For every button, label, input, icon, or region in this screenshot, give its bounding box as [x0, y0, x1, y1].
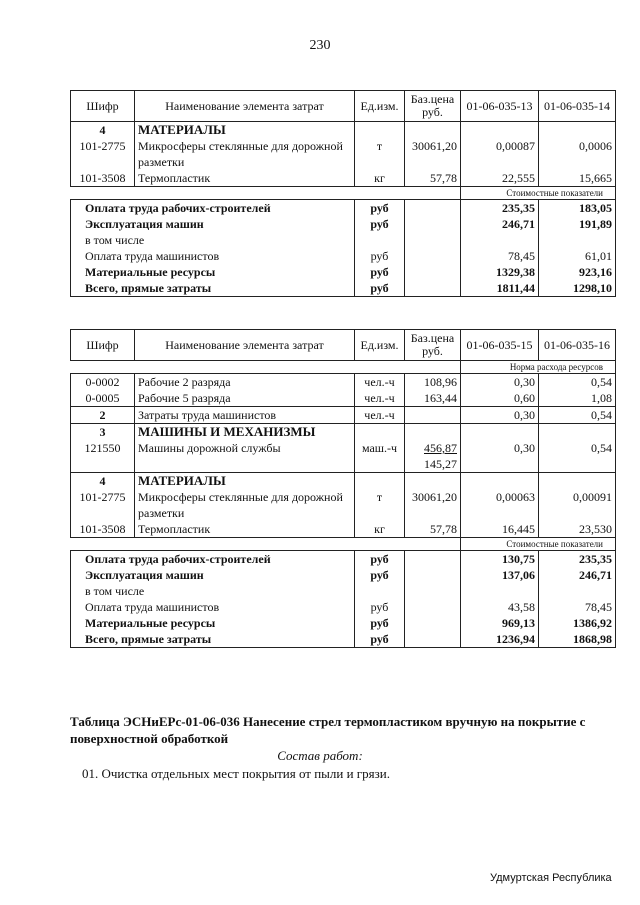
table-row: [71, 138, 616, 170]
row-unit: кг: [355, 170, 405, 187]
header-price: Баз.цена руб.: [405, 91, 461, 122]
table-row: [71, 473, 616, 490]
table-row: [71, 374, 616, 391]
row-unit: чел.-ч: [355, 390, 405, 407]
row-value-a: 0,00063: [461, 489, 539, 521]
row-value-b: 0,54: [539, 374, 616, 391]
table-row: [71, 440, 616, 473]
cost-row: [71, 567, 616, 583]
row-price: 30061,20: [405, 489, 461, 521]
section-code: 3: [71, 424, 135, 441]
cost-name: Оплата труда рабочих-строителей: [71, 200, 355, 217]
row-price: 57,78: [405, 521, 461, 538]
cost-unit: руб: [355, 200, 405, 217]
row-unit: чел.-ч: [355, 374, 405, 391]
row-unit: кг: [355, 521, 405, 538]
section-title: МАТЕРИАЛЫ: [135, 122, 355, 139]
cost-value-b: 191,89: [539, 216, 616, 232]
table-row: [71, 407, 616, 424]
cost-name: Эксплуатация машин: [71, 567, 355, 583]
cost-value-a: 246,71: [461, 216, 539, 232]
cost-unit: руб: [355, 551, 405, 568]
cost-value-b: 923,16: [539, 264, 616, 280]
cost-unit: руб: [355, 280, 405, 297]
row-value-b: 0,54: [539, 440, 616, 473]
cost-value-b: 235,35: [539, 551, 616, 568]
row-code: 101-3508: [71, 521, 135, 538]
cost-value-b: 1298,10: [539, 280, 616, 297]
row-value-b: 0,00091: [539, 489, 616, 521]
row-name: Микросферы стеклянные для дорожной разметки: [135, 489, 355, 521]
row-name: Рабочие 5 разряда: [135, 390, 355, 407]
row-unit: маш.-ч: [355, 440, 405, 473]
row-value-a: 0,30: [461, 440, 539, 473]
cost-name: Оплата труда рабочих-строителей: [71, 551, 355, 568]
row-code: 101-3508: [71, 170, 135, 187]
cost-value-b: 246,71: [539, 567, 616, 583]
header-price: Баз.цена руб.: [405, 330, 461, 361]
row-value-a: 16,445: [461, 521, 539, 538]
header-col-b: 01-06-035-14: [539, 91, 616, 122]
row-value-a: 0,30: [461, 407, 539, 424]
cost-name: в том числе: [71, 583, 355, 599]
cost-value-b: 183,05: [539, 200, 616, 217]
table-row: [71, 521, 616, 538]
section-code: 4: [71, 473, 135, 490]
row-price-secondary: 145,27: [424, 457, 457, 471]
row-value-a: 0,30: [461, 374, 539, 391]
cost-name: Всего, прямые затраты: [71, 631, 355, 648]
row-value-b: 23,530: [539, 521, 616, 538]
cost-name: Оплата труда машинистов: [71, 248, 355, 264]
section-code: 4: [71, 122, 135, 139]
table-row: [71, 390, 616, 407]
row-name: Рабочие 2 разряда: [135, 374, 355, 391]
cost-section-label: Стоимостные показатели: [71, 187, 616, 200]
row-name: Микросферы стеклянные для дорожной разметки: [135, 138, 355, 170]
row-value-a: 0,60: [461, 390, 539, 407]
row-name: Затраты труда машинистов: [135, 407, 355, 424]
cost-row: [71, 232, 616, 248]
cost-unit: руб: [355, 216, 405, 232]
row-price: 108,96: [405, 374, 461, 391]
cost-value-a: 235,35: [461, 200, 539, 217]
cost-value-a: 969,13: [461, 615, 539, 631]
cost-value-a: 1329,38: [461, 264, 539, 280]
row-unit: чел.-ч: [355, 407, 405, 424]
row-name: Термопластик: [135, 521, 355, 538]
row-value-a: 0,00087: [461, 138, 539, 170]
cost-value-a: 1236,94: [461, 631, 539, 648]
row-name: Машины дорожной службы: [135, 440, 355, 473]
header-code: Шифр: [71, 91, 135, 122]
row-value-b: 0,0006: [539, 138, 616, 170]
cost-row: [71, 583, 616, 599]
cost-name: Материальные ресурсы: [71, 264, 355, 280]
row-unit: т: [355, 489, 405, 521]
cost-value-b: 1868,98: [539, 631, 616, 648]
table-header: [71, 330, 616, 361]
row-code: 121550: [71, 440, 135, 473]
row-unit: т: [355, 138, 405, 170]
cost-row: [71, 216, 616, 232]
cost-name: Материальные ресурсы: [71, 615, 355, 631]
row-value-b: 15,665: [539, 170, 616, 187]
table-row: [71, 170, 616, 187]
cost-row: [71, 264, 616, 280]
row-price: 163,44: [405, 390, 461, 407]
header-col-b: 01-06-035-16: [539, 330, 616, 361]
cost-row: [71, 248, 616, 264]
row-name: Термопластик: [135, 170, 355, 187]
cost-name: Всего, прямые затраты: [71, 280, 355, 297]
cost-name: в том числе: [71, 232, 355, 248]
table-row: [71, 489, 616, 521]
row-price: 30061,20: [405, 138, 461, 170]
cost-row: [71, 280, 616, 297]
row-price: 456,87: [424, 441, 457, 455]
page-number: 230: [309, 38, 331, 53]
row-price: 57,78: [405, 170, 461, 187]
row-price: [405, 407, 461, 424]
cost-name: Эксплуатация машин: [71, 216, 355, 232]
header-col-a: 01-06-035-15: [461, 330, 539, 361]
row-value-a: 22,555: [461, 170, 539, 187]
cost-value-b: 78,45: [539, 599, 616, 615]
cost-row: [71, 631, 616, 648]
cost-unit: руб: [355, 264, 405, 280]
header-code: Шифр: [71, 330, 135, 361]
norm-section-label: Норма расхода ресурсов: [71, 361, 616, 374]
cost-row: [71, 551, 616, 568]
cost-unit: руб: [355, 567, 405, 583]
row-code: 101-2775: [71, 489, 135, 521]
cost-unit: руб: [355, 248, 405, 264]
work-composition-title: Состав работ:: [277, 748, 363, 763]
cost-value-b: 61,01: [539, 248, 616, 264]
cost-section-label: Стоимостные показатели: [71, 538, 616, 551]
cost-row: [71, 615, 616, 631]
section-title: МАШИНЫ И МЕХАНИЗМЫ: [135, 424, 355, 441]
cost-unit: руб: [355, 615, 405, 631]
cost-row: [71, 200, 616, 217]
row-code: 0-0005: [71, 390, 135, 407]
cost-value-a: 78,45: [461, 248, 539, 264]
cost-value-a: 137,06: [461, 567, 539, 583]
section-title: МАТЕРИАЛЫ: [135, 473, 355, 490]
header-col-a: 01-06-035-13: [461, 91, 539, 122]
header-name: Наименование элемента затрат: [135, 91, 355, 122]
header-name: Наименование элемента затрат: [135, 330, 355, 361]
cost-unit: руб: [355, 599, 405, 615]
cost-value-b: 1386,92: [539, 615, 616, 631]
row-value-b: 0,54: [539, 407, 616, 424]
resource-table-1: [70, 90, 616, 297]
cost-value-a: 1811,44: [461, 280, 539, 297]
cost-unit: руб: [355, 631, 405, 648]
work-item: 01. Очистка отдельных мест покрытия от пыли и грязи.: [82, 766, 390, 781]
header-unit: Ед.изм.: [355, 330, 405, 361]
section-code: 2: [71, 407, 135, 424]
table-header: [71, 91, 616, 122]
cost-row: [71, 599, 616, 615]
row-code: 0-0002: [71, 374, 135, 391]
cost-value-a: 130,75: [461, 551, 539, 568]
cost-value-a: 43,58: [461, 599, 539, 615]
region-footer: Удмуртская Республика: [490, 872, 612, 884]
table-row: [71, 424, 616, 441]
table-caption: Таблица ЭСНиЕРс-01-06-036 Нанесение стрел термопластиком вручную на покрытие с поверхностной обработкой: [70, 714, 586, 746]
row-code: 101-2775: [71, 138, 135, 170]
cost-name: Оплата труда машинистов: [71, 599, 355, 615]
row-value-b: 1,08: [539, 390, 616, 407]
resource-table-2: [70, 329, 616, 648]
header-unit: Ед.изм.: [355, 91, 405, 122]
table-row: [71, 122, 616, 139]
